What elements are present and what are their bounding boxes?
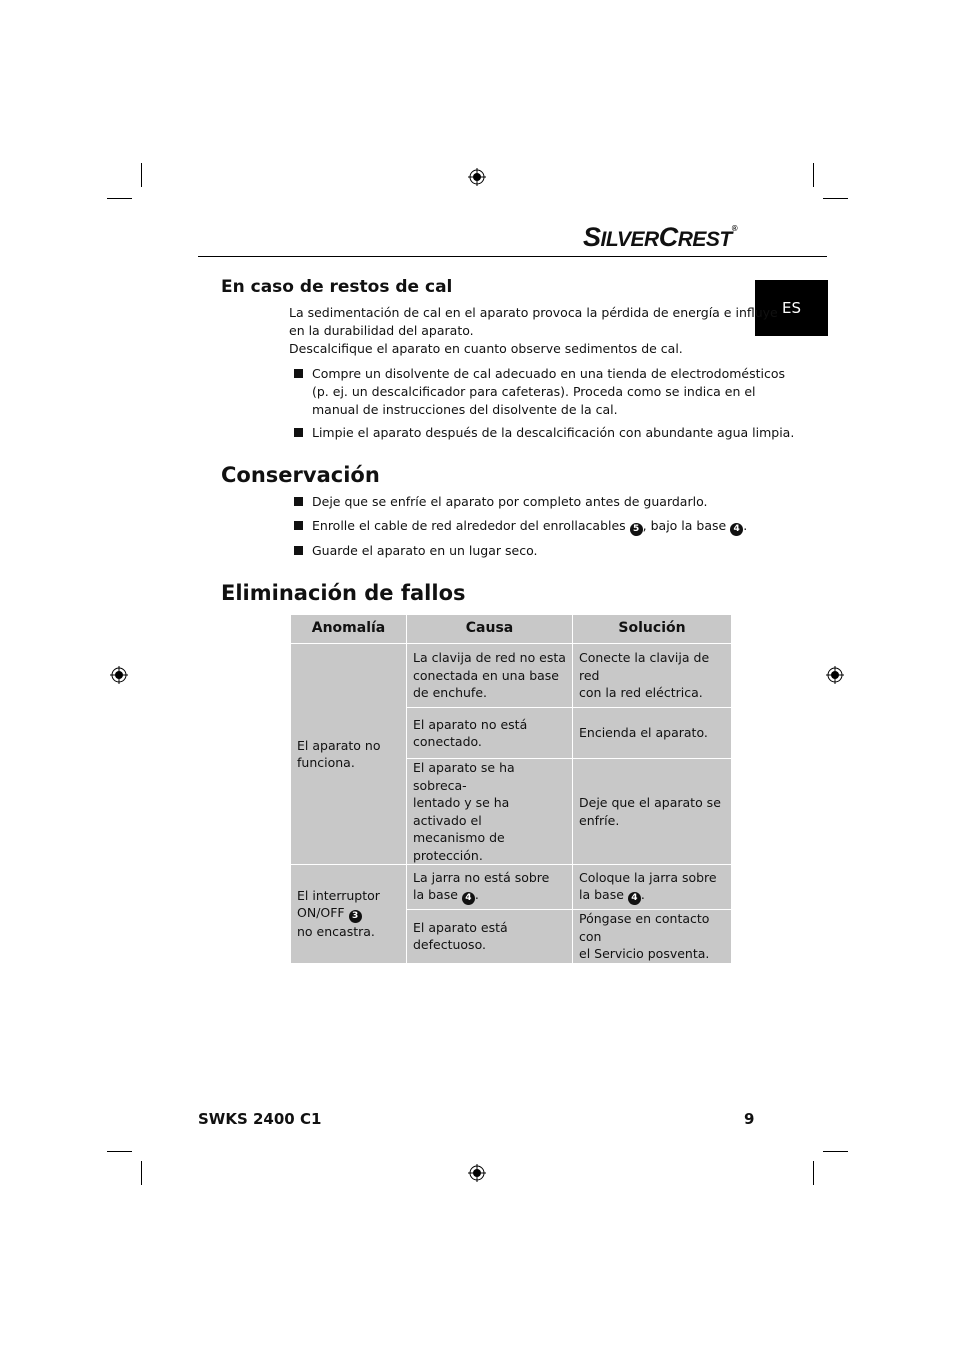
bullet-square-icon bbox=[294, 497, 303, 506]
crop-mark bbox=[107, 198, 132, 199]
table-header-row bbox=[291, 615, 732, 644]
bullet-text: Compre un disolvente de cal adecuado en una tienda de electrodomésticos (p. ej. un descalcificador para cafeteras). Proceda como se indica en el manual de instrucciones del disolvente de la cal. bbox=[312, 366, 786, 417]
table-row bbox=[291, 865, 732, 910]
cause-cell: El aparato no está conectado. bbox=[407, 708, 573, 759]
crop-mark bbox=[813, 163, 814, 187]
fault-cell: El aparato no funciona. bbox=[291, 644, 407, 865]
solution-cell: Deje que el aparato se enfríe. bbox=[573, 759, 732, 865]
paragraph-line: en la durabilidad del aparato. bbox=[289, 323, 474, 338]
crop-mark bbox=[823, 198, 848, 199]
solution-cell: Coloque la jarra sobre la base 4 . bbox=[573, 865, 732, 910]
table-row bbox=[291, 644, 732, 708]
solution-cell: Póngase en contacto con el Servicio posventa. bbox=[573, 910, 732, 964]
section-title-descaling: En caso de restos de cal bbox=[221, 277, 453, 297]
section-title-storage: Conservación bbox=[221, 463, 380, 487]
cause-cell: El aparato se ha sobreca- lentado y se ha activado el mecanismo de protección. bbox=[407, 759, 573, 865]
bullet-text: Deje que se enfríe el aparato por completo antes de guardarlo. bbox=[312, 494, 708, 509]
footer-model: SWKS 2400 C1 bbox=[198, 1110, 322, 1128]
bullet-text: Limpie el aparato después de la descalcificación con abundante agua limpia. bbox=[312, 425, 795, 440]
part-number-badge: 3 bbox=[349, 910, 362, 923]
registration-mark-icon bbox=[468, 168, 486, 186]
paragraph-line: La sedimentación de cal en el aparato provoca la pérdida de energía e influye bbox=[289, 305, 778, 320]
crop-mark bbox=[107, 1151, 132, 1152]
cause-cell: La jarra no está sobre la base 4 . bbox=[407, 865, 573, 910]
cause-cell: El aparato está defectuoso. bbox=[407, 910, 573, 964]
registration-mark-icon bbox=[110, 666, 128, 684]
column-header: Anomalía bbox=[291, 615, 407, 644]
bullet-square-icon bbox=[294, 521, 303, 530]
bullet-square-icon bbox=[294, 546, 303, 555]
bullet-text: Enrolle el cable de red alrededor del enrollacables 5 , bajo la base 4 . bbox=[312, 518, 748, 534]
solution-cell: Encienda el aparato. bbox=[573, 708, 732, 759]
bullet-square-icon bbox=[294, 428, 303, 437]
paragraph-line: Descalcifique el aparato en cuanto observe sedimentos de cal. bbox=[289, 341, 683, 356]
fault-cell: El interruptor ON/OFF 3 no encastra. bbox=[291, 865, 407, 964]
section-title-troubleshooting: Eliminación de fallos bbox=[221, 581, 466, 605]
registration-mark-icon bbox=[826, 666, 844, 684]
cause-cell: La clavija de red no esta conectada en una base de enchufe. bbox=[407, 644, 573, 708]
bullet-square-icon bbox=[294, 369, 303, 378]
part-number-badge: 5 bbox=[630, 523, 643, 536]
brand-logo: SILVERCREST® bbox=[583, 222, 738, 252]
crop-mark bbox=[141, 1161, 142, 1185]
troubleshooting-table bbox=[290, 614, 732, 964]
language-tab: ES bbox=[755, 280, 828, 336]
part-number-badge: 4 bbox=[462, 892, 475, 905]
column-header: Causa bbox=[407, 615, 573, 644]
part-number-badge: 4 bbox=[730, 523, 743, 536]
header-rule bbox=[198, 256, 827, 257]
registration-mark-icon bbox=[468, 1164, 486, 1182]
solution-cell: Conecte la clavija de red con la red eléctrica. bbox=[573, 644, 732, 708]
bullet-text: Guarde el aparato en un lugar seco. bbox=[312, 543, 538, 558]
crop-mark bbox=[813, 1161, 814, 1185]
part-number-badge: 4 bbox=[628, 892, 641, 905]
column-header: Solución bbox=[573, 615, 732, 644]
crop-mark bbox=[823, 1151, 848, 1152]
page-number: 9 bbox=[744, 1110, 755, 1128]
crop-mark bbox=[141, 163, 142, 187]
